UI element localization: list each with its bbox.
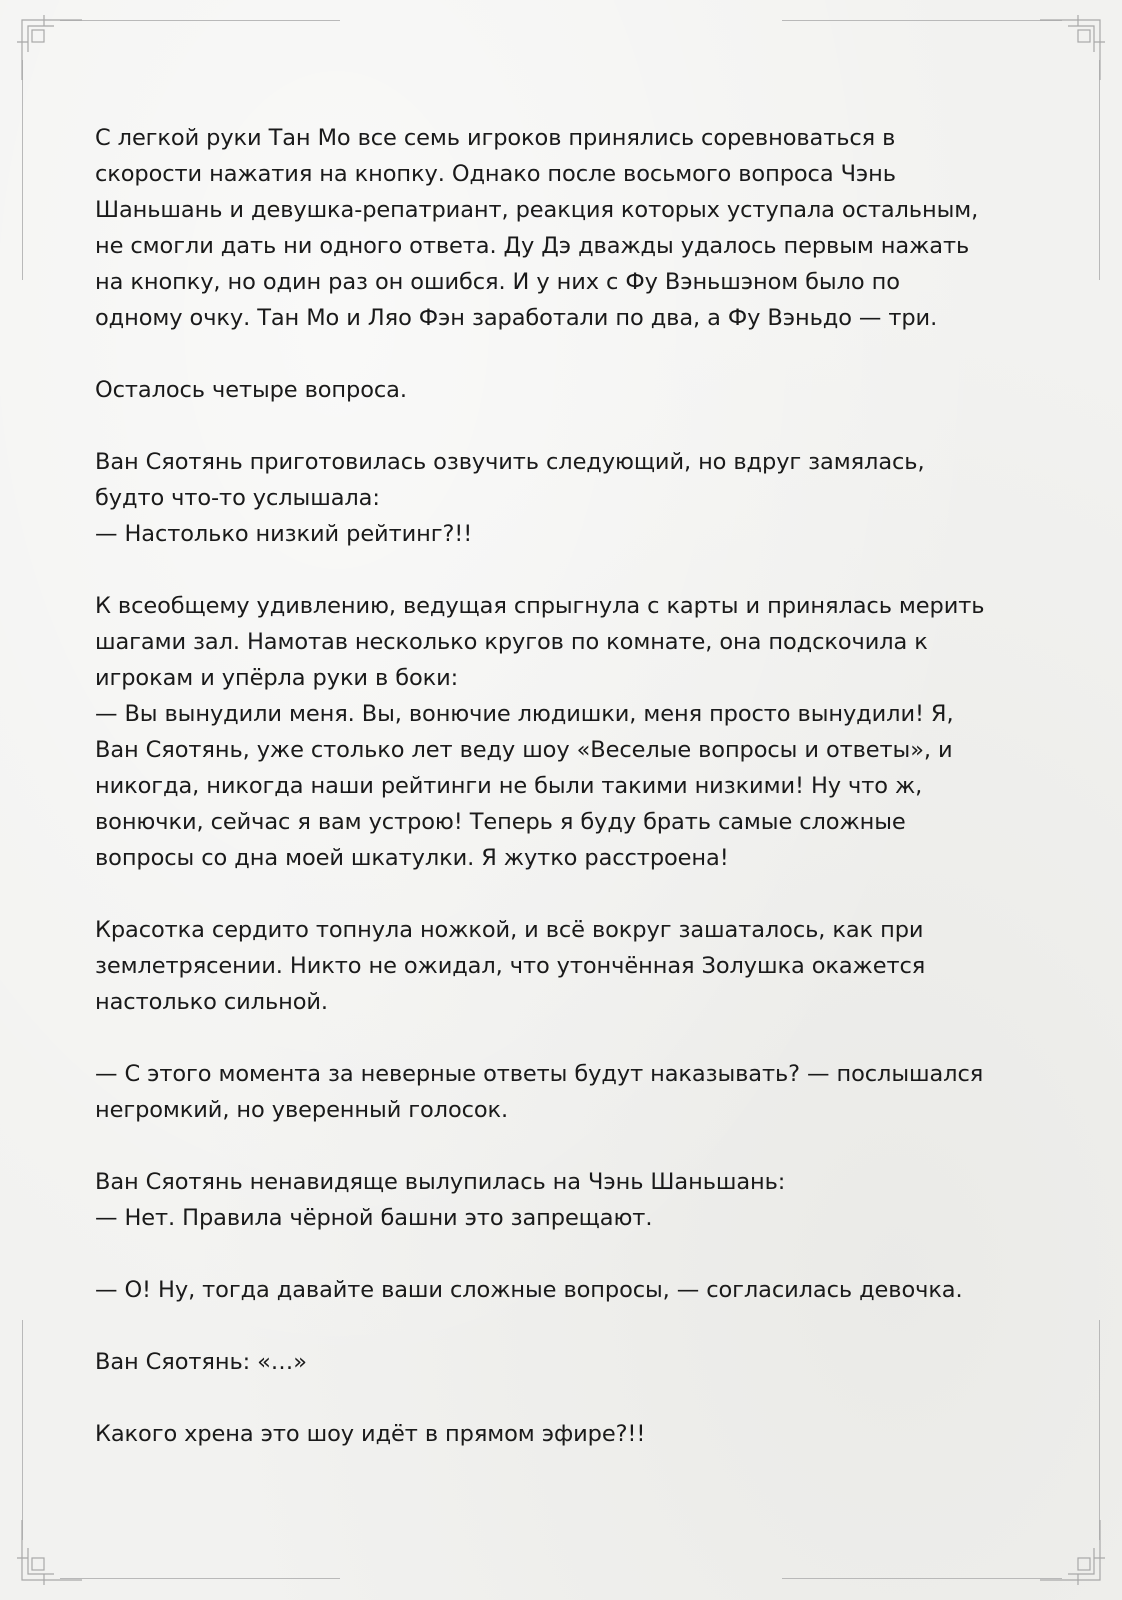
text-line: негромкий, но уверенный голосок.	[95, 1097, 509, 1123]
text-line: будто что-то услышала:	[95, 485, 380, 511]
frame-bottom-left-line	[60, 1578, 340, 1579]
paragraph-2	[95, 372, 1035, 408]
text-line: Какого хрена это шоу идёт в прямом эфире?!!	[95, 1421, 646, 1447]
text-line: — Нет. Правила чёрной башни это запрещают.	[95, 1205, 653, 1231]
frame-top-left-line	[60, 20, 340, 21]
text-line: скорости нажатия на кнопку. Однако после восьмого вопроса Чэнь	[95, 161, 896, 187]
text-line: игрокам и упёрла руки в боки:	[95, 665, 459, 691]
paragraph-7	[95, 1164, 1035, 1236]
text-line: одному очку. Тан Мо и Ляо Фэн заработали по два, а Фу Вэньдо — три.	[95, 305, 938, 331]
text-line: Красотка сердито топнула ножкой, и всё вокруг зашаталось, как при	[95, 917, 924, 943]
paragraph-3	[95, 444, 1035, 552]
frame-corner-top-left	[14, 12, 84, 82]
text-line: шагами зал. Намотав несколько кругов по комнате, она подскочила к	[95, 629, 928, 655]
text-line: Ван Сяотянь: «…»	[95, 1349, 307, 1375]
frame-top-right-line	[782, 20, 1062, 21]
text-line: настолько сильной.	[95, 989, 328, 1015]
text-line: Ван Сяотянь приготовилась озвучить следующий, но вдруг замялась,	[95, 449, 925, 475]
paragraph-5	[95, 912, 1035, 1020]
frame-corner-bottom-left	[14, 1518, 84, 1588]
paragraph-10	[95, 1416, 1035, 1452]
text-line: вопросы со дна моей шкатулки. Я жутко расстроена!	[95, 845, 729, 871]
text-line: — С этого момента за неверные ответы будут наказывать? — послышался	[95, 1061, 984, 1087]
text-line: вонючки, сейчас я вам устрою! Теперь я буду брать самые сложные	[95, 809, 906, 835]
text-line: К всеобщему удивлению, ведущая спрыгнула с карты и принялась мерить	[95, 593, 985, 619]
frame-left-bottom-line	[22, 1320, 23, 1540]
frame-corner-bottom-right	[1038, 1518, 1108, 1588]
document-body	[95, 120, 1035, 1488]
paragraph-9	[95, 1344, 1035, 1380]
text-line: С легкой руки Тан Мо все семь игроков принялись соревноваться в	[95, 125, 896, 151]
text-line: не смогли дать ни одного ответа. Ду Дэ дважды удалось первым нажать	[95, 233, 970, 259]
frame-left-top-line	[22, 60, 23, 280]
text-line: — О! Ну, тогда давайте ваши сложные вопросы, — согласилась девочка.	[95, 1277, 963, 1303]
frame-right-top-line	[1099, 60, 1100, 280]
paragraph-8	[95, 1272, 1035, 1308]
text-line: никогда, никогда наши рейтинги не были такими низкими! Ну что ж,	[95, 773, 923, 799]
paragraph-6	[95, 1056, 1035, 1128]
paragraph-4	[95, 588, 1035, 876]
frame-right-bottom-line	[1099, 1320, 1100, 1540]
text-line: землетрясении. Никто не ожидал, что утончённая Золушка окажется	[95, 953, 926, 979]
frame-corner-top-right	[1038, 12, 1108, 82]
text-line: — Настолько низкий рейтинг?!!	[95, 521, 473, 547]
text-line: Шаньшань и девушка-репатриант, реакция которых уступала остальным,	[95, 197, 979, 223]
frame-bottom-right-line	[782, 1578, 1062, 1579]
text-line: Осталось четыре вопроса.	[95, 377, 407, 403]
text-line: на кнопку, но один раз он ошибся. И у них с Фу Вэньшэном было по	[95, 269, 900, 295]
text-line: Ван Сяотянь ненавидяще вылупилась на Чэнь Шаньшань:	[95, 1169, 786, 1195]
text-line: — Вы вынудили меня. Вы, вонючие людишки, меня просто вынудили! Я,	[95, 701, 954, 727]
paragraph-1	[95, 120, 1035, 336]
text-line: Ван Сяотянь, уже столько лет веду шоу «Веселые вопросы и ответы», и	[95, 737, 953, 763]
